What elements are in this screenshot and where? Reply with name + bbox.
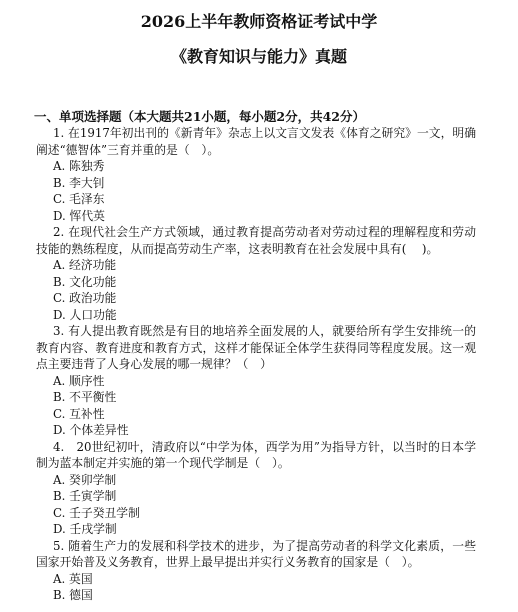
answer-option: D. 壬戌学制 (53, 522, 117, 536)
document-title: 2026上半年教师资格证考试中学 (140, 12, 378, 31)
answer-option: D. 人口功能 (53, 307, 117, 322)
answer-option: D. 恽代英 (53, 208, 105, 223)
answer-option: B. 不平衡性 (53, 390, 117, 404)
question-stem: 4. 20世纪初叶，清政府以“中学为体，西学为用”为指导方针，以当时的日本学制为蓝本制定并实施的第一个现代学制是（ ）。 (36, 439, 476, 470)
answer-option: C. 政治功能 (53, 291, 117, 305)
question-list (36, 125, 476, 604)
question-block (36, 323, 476, 439)
answer-option: D. 个体差异性 (53, 423, 129, 437)
question-stem: 2. 在现代社会生产方式领域，通过教育提高劳动者对劳动过程的理解程度和劳动技能的熟练程度，从而提高劳动生产率，这表明教育在社会发展中具有( )。 (36, 225, 476, 256)
answer-option: A. 癸卯学制 (53, 472, 117, 487)
document-subtitle: 《教育知识与能力》真题 (170, 47, 347, 66)
answer-option: A. 陈独秀 (53, 159, 105, 173)
answer-option: C. 互补性 (53, 406, 105, 421)
question-block (36, 125, 476, 224)
question-stem: 1. 在1917年初出刊的《新青年》杂志上以文言文发表《体育之研究》一文，明确阐述“德智体”三育并重的是（ ）。 (36, 126, 476, 157)
answer-option: C. 毛泽东 (53, 192, 105, 206)
answer-option: C. 壬子癸丑学制 (53, 505, 140, 520)
answer-option: A. 顺序性 (53, 373, 105, 388)
question-stem: 3. 有人提出教育既然是有目的地培养全面发展的人，就要给所有学生安排统一的教育内容、教育进度和教育方式，这样才能保证全体学生获得同等程度发展。这一观点主要违背了人身心发展的哪一规律？（ ） (36, 324, 476, 371)
question-block (36, 439, 476, 538)
answer-option: B. 壬寅学制 (53, 489, 117, 503)
answer-option: B. 文化功能 (53, 274, 117, 289)
question-block (36, 538, 476, 604)
answer-option: B. 李大钊 (53, 175, 105, 190)
answer-option: B. 德国 (53, 588, 93, 602)
answer-option: A. 英国 (53, 571, 93, 586)
question-stem: 5. 随着生产力的发展和科学技术的进步，为了提高劳动者的科学文化素质，一些国家开始普及义务教育，世界上最早提出并实行义务教育的国家是（ ）。 (36, 538, 476, 569)
answer-option: A. 经济功能 (53, 258, 117, 272)
question-block (36, 224, 476, 323)
section-heading: 一、单项选择题（本大题共21小题，每小题2分，共42分） (34, 109, 365, 124)
